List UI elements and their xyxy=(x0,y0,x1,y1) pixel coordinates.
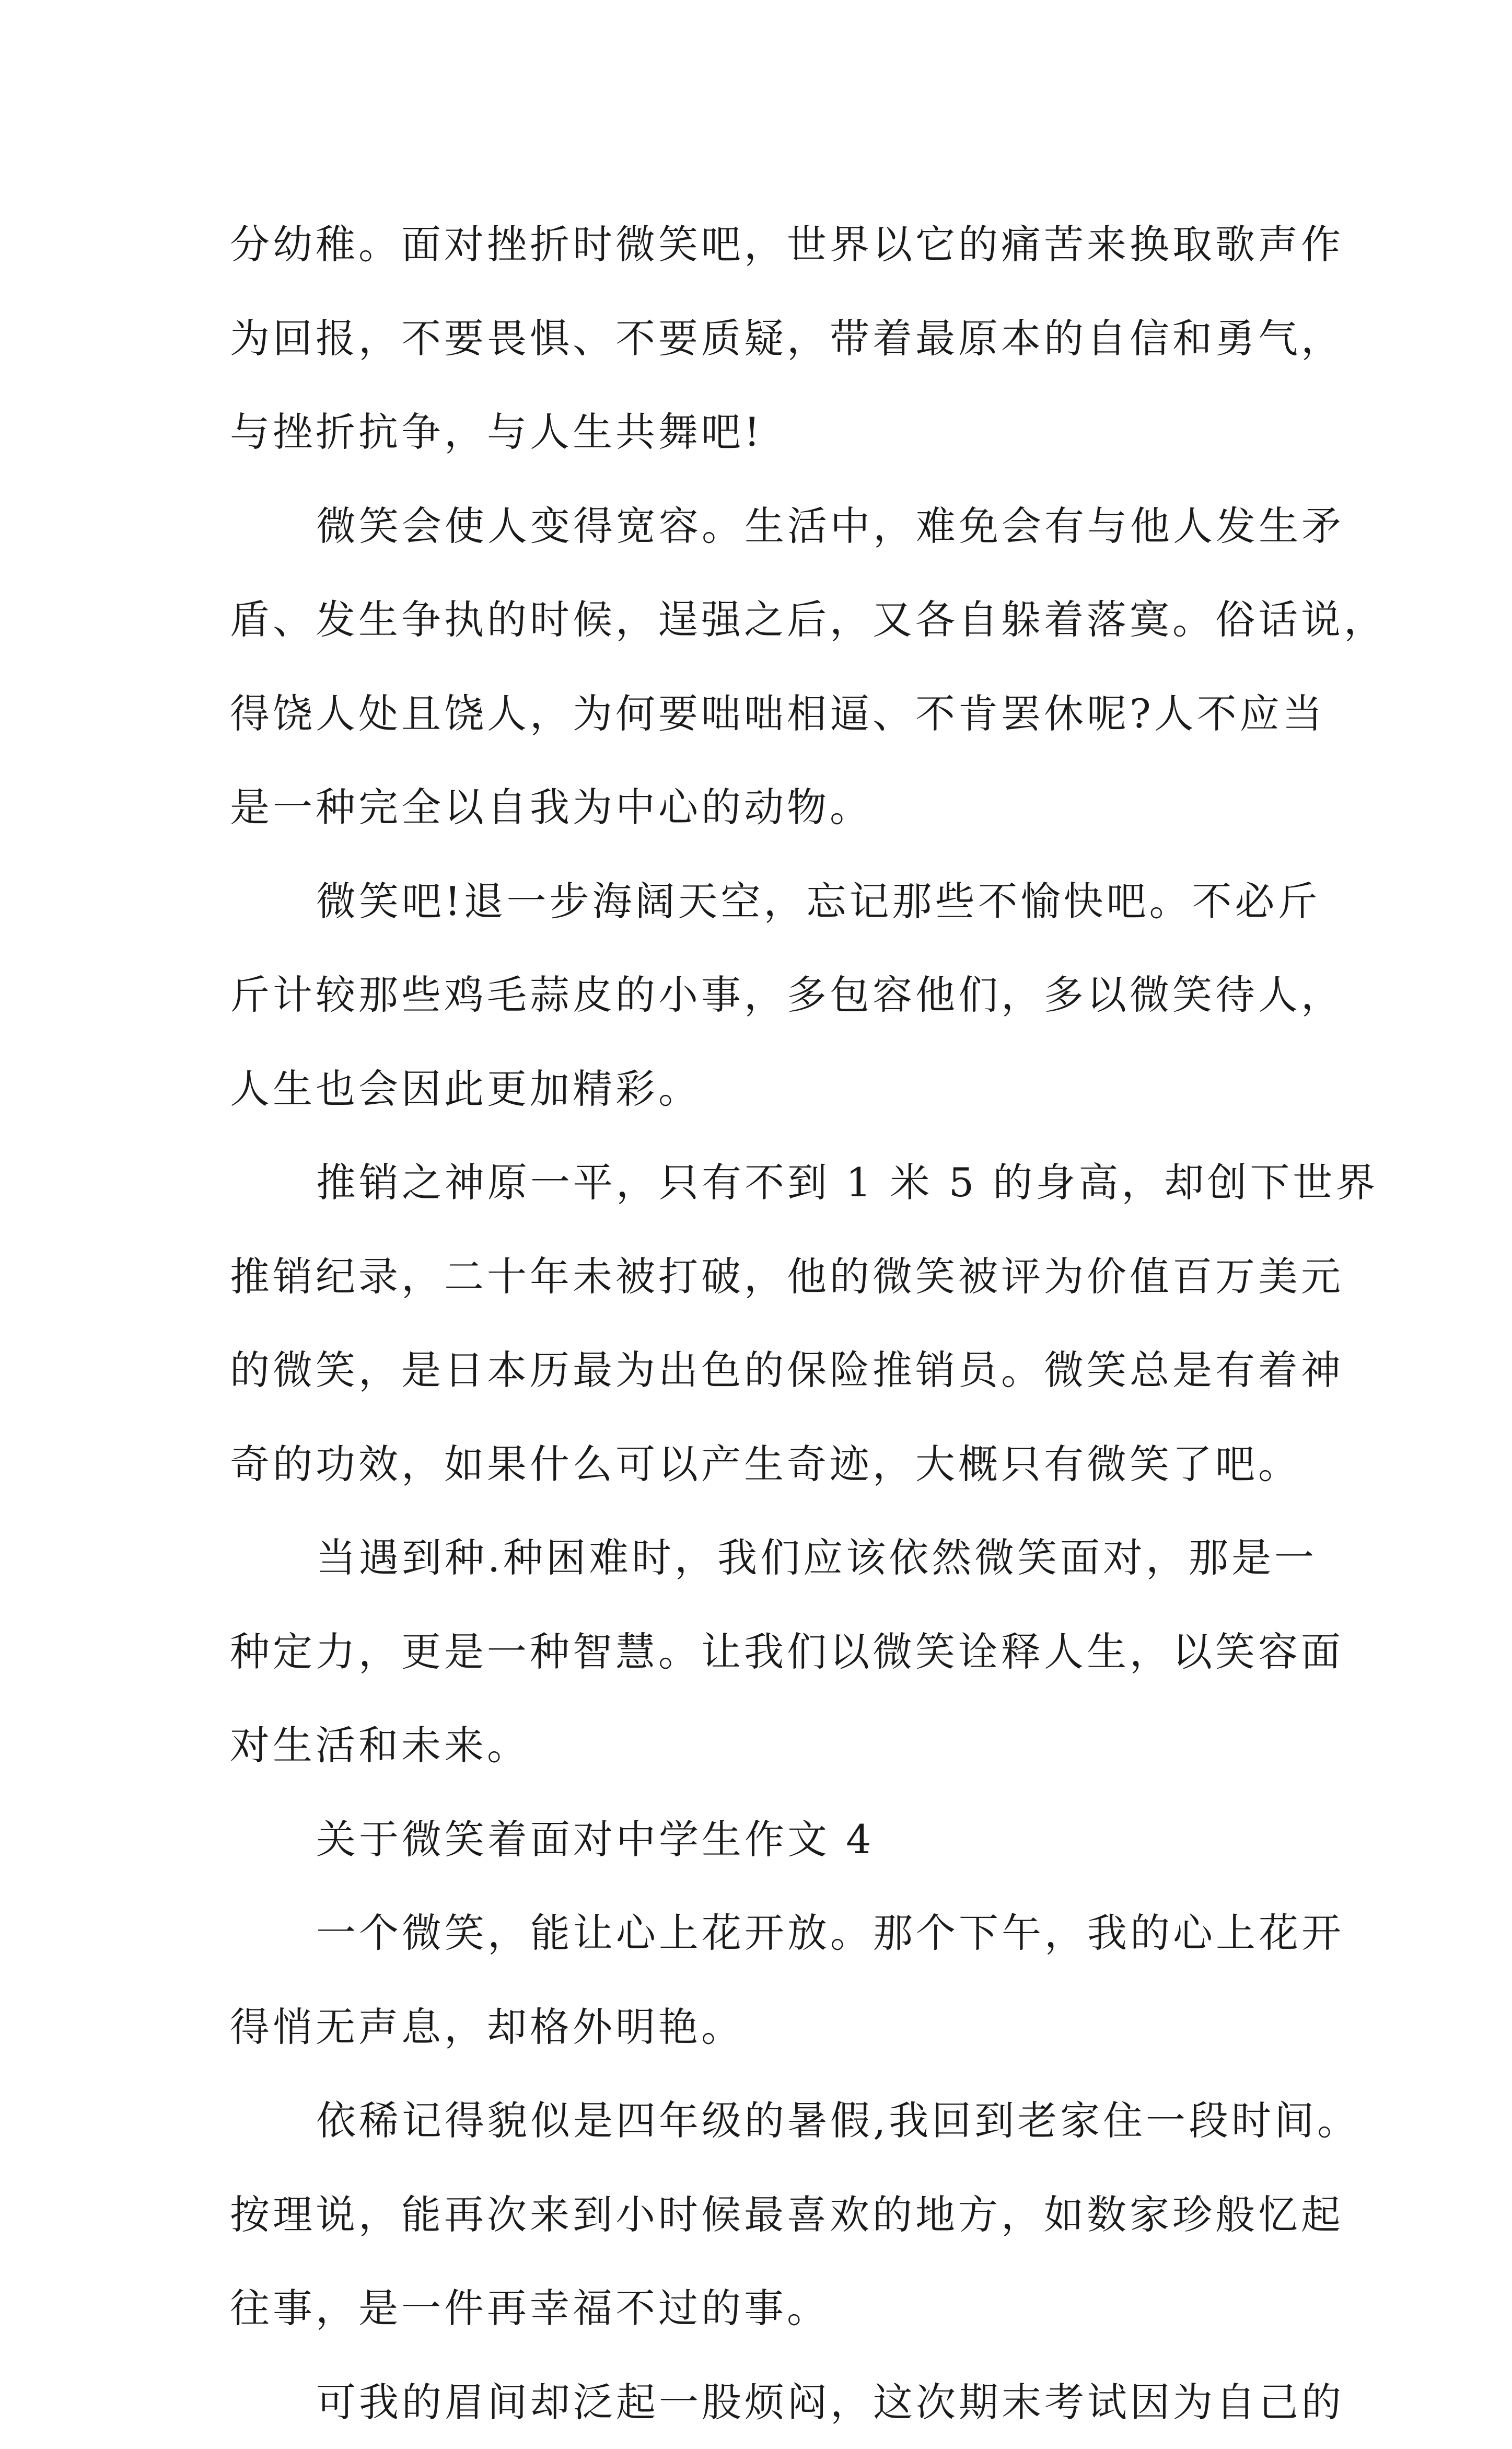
section-heading: 关于微笑着面对中学生作文 4 xyxy=(230,1793,1296,1887)
paragraph-first-line: 微笑会使人变得宽容。生活中，难免会有与他人发生矛 xyxy=(230,479,1296,573)
text-line: 奇的功效，如果什么可以产生奇迹，大概只有微笑了吧。 xyxy=(230,1417,1296,1511)
text-line: 分幼稚。面对挫折时微笑吧，世界以它的痛苦来换取歌声作 xyxy=(230,198,1296,292)
paragraph-first-line: 当遇到种.种困难时，我们应该依然微笑面对，那是一 xyxy=(230,1511,1296,1605)
paragraph-first-line: 推销之神原一平，只有不到 1 米 5 的身高，却创下世界 xyxy=(230,1136,1296,1230)
text-line: 得悄无声息，却格外明艳。 xyxy=(230,1980,1296,2074)
text-line: 按理说，能再次来到小时候最喜欢的地方，如数家珍般忆起 xyxy=(230,2168,1296,2262)
text-line: 为回报，不要畏惧、不要质疑，带着最原本的自信和勇气， xyxy=(230,292,1296,386)
text-line: 盾、发生争执的时候，逞强之后，又各自躲着落寞。俗话说， xyxy=(230,573,1296,667)
text-line: 的微笑，是日本历最为出色的保险推销员。微笑总是有着神 xyxy=(230,1323,1296,1417)
paragraph-first-line: 依稀记得貌似是四年级的暑假,我回到老家住一段时间。 xyxy=(230,2074,1296,2168)
document-body xyxy=(230,198,1296,2449)
paragraph-first-line: 一个微笑，能让心上花开放。那个下午，我的心上花开 xyxy=(230,1886,1296,1980)
text-line: 对生活和未来。 xyxy=(230,1699,1296,1793)
text-line: 人生也会因此更加精彩。 xyxy=(230,1042,1296,1136)
text-line: 推销纪录，二十年未被打破，他的微笑被评为价值百万美元 xyxy=(230,1230,1296,1324)
text-line: 与挫折抗争，与人生共舞吧! xyxy=(230,385,1296,479)
text-line: 种定力，更是一种智慧。让我们以微笑诠释人生，以笑容面 xyxy=(230,1605,1296,1699)
text-line: 是一种完全以自我为中心的动物。 xyxy=(230,760,1296,854)
paragraph-first-line: 可我的眉间却泛起一股烦闷，这次期末考试因为自己的 xyxy=(230,2355,1296,2449)
text-line: 斤计较那些鸡毛蒜皮的小事，多包容他们，多以微笑待人， xyxy=(230,948,1296,1042)
text-line: 往事，是一件再幸福不过的事。 xyxy=(230,2261,1296,2355)
paragraph-first-line: 微笑吧!退一步海阔天空，忘记那些不愉快吧。不必斤 xyxy=(230,854,1296,949)
text-line: 得饶人处且饶人，为何要咄咄相逼、不肯罢休呢?人不应当 xyxy=(230,667,1296,761)
